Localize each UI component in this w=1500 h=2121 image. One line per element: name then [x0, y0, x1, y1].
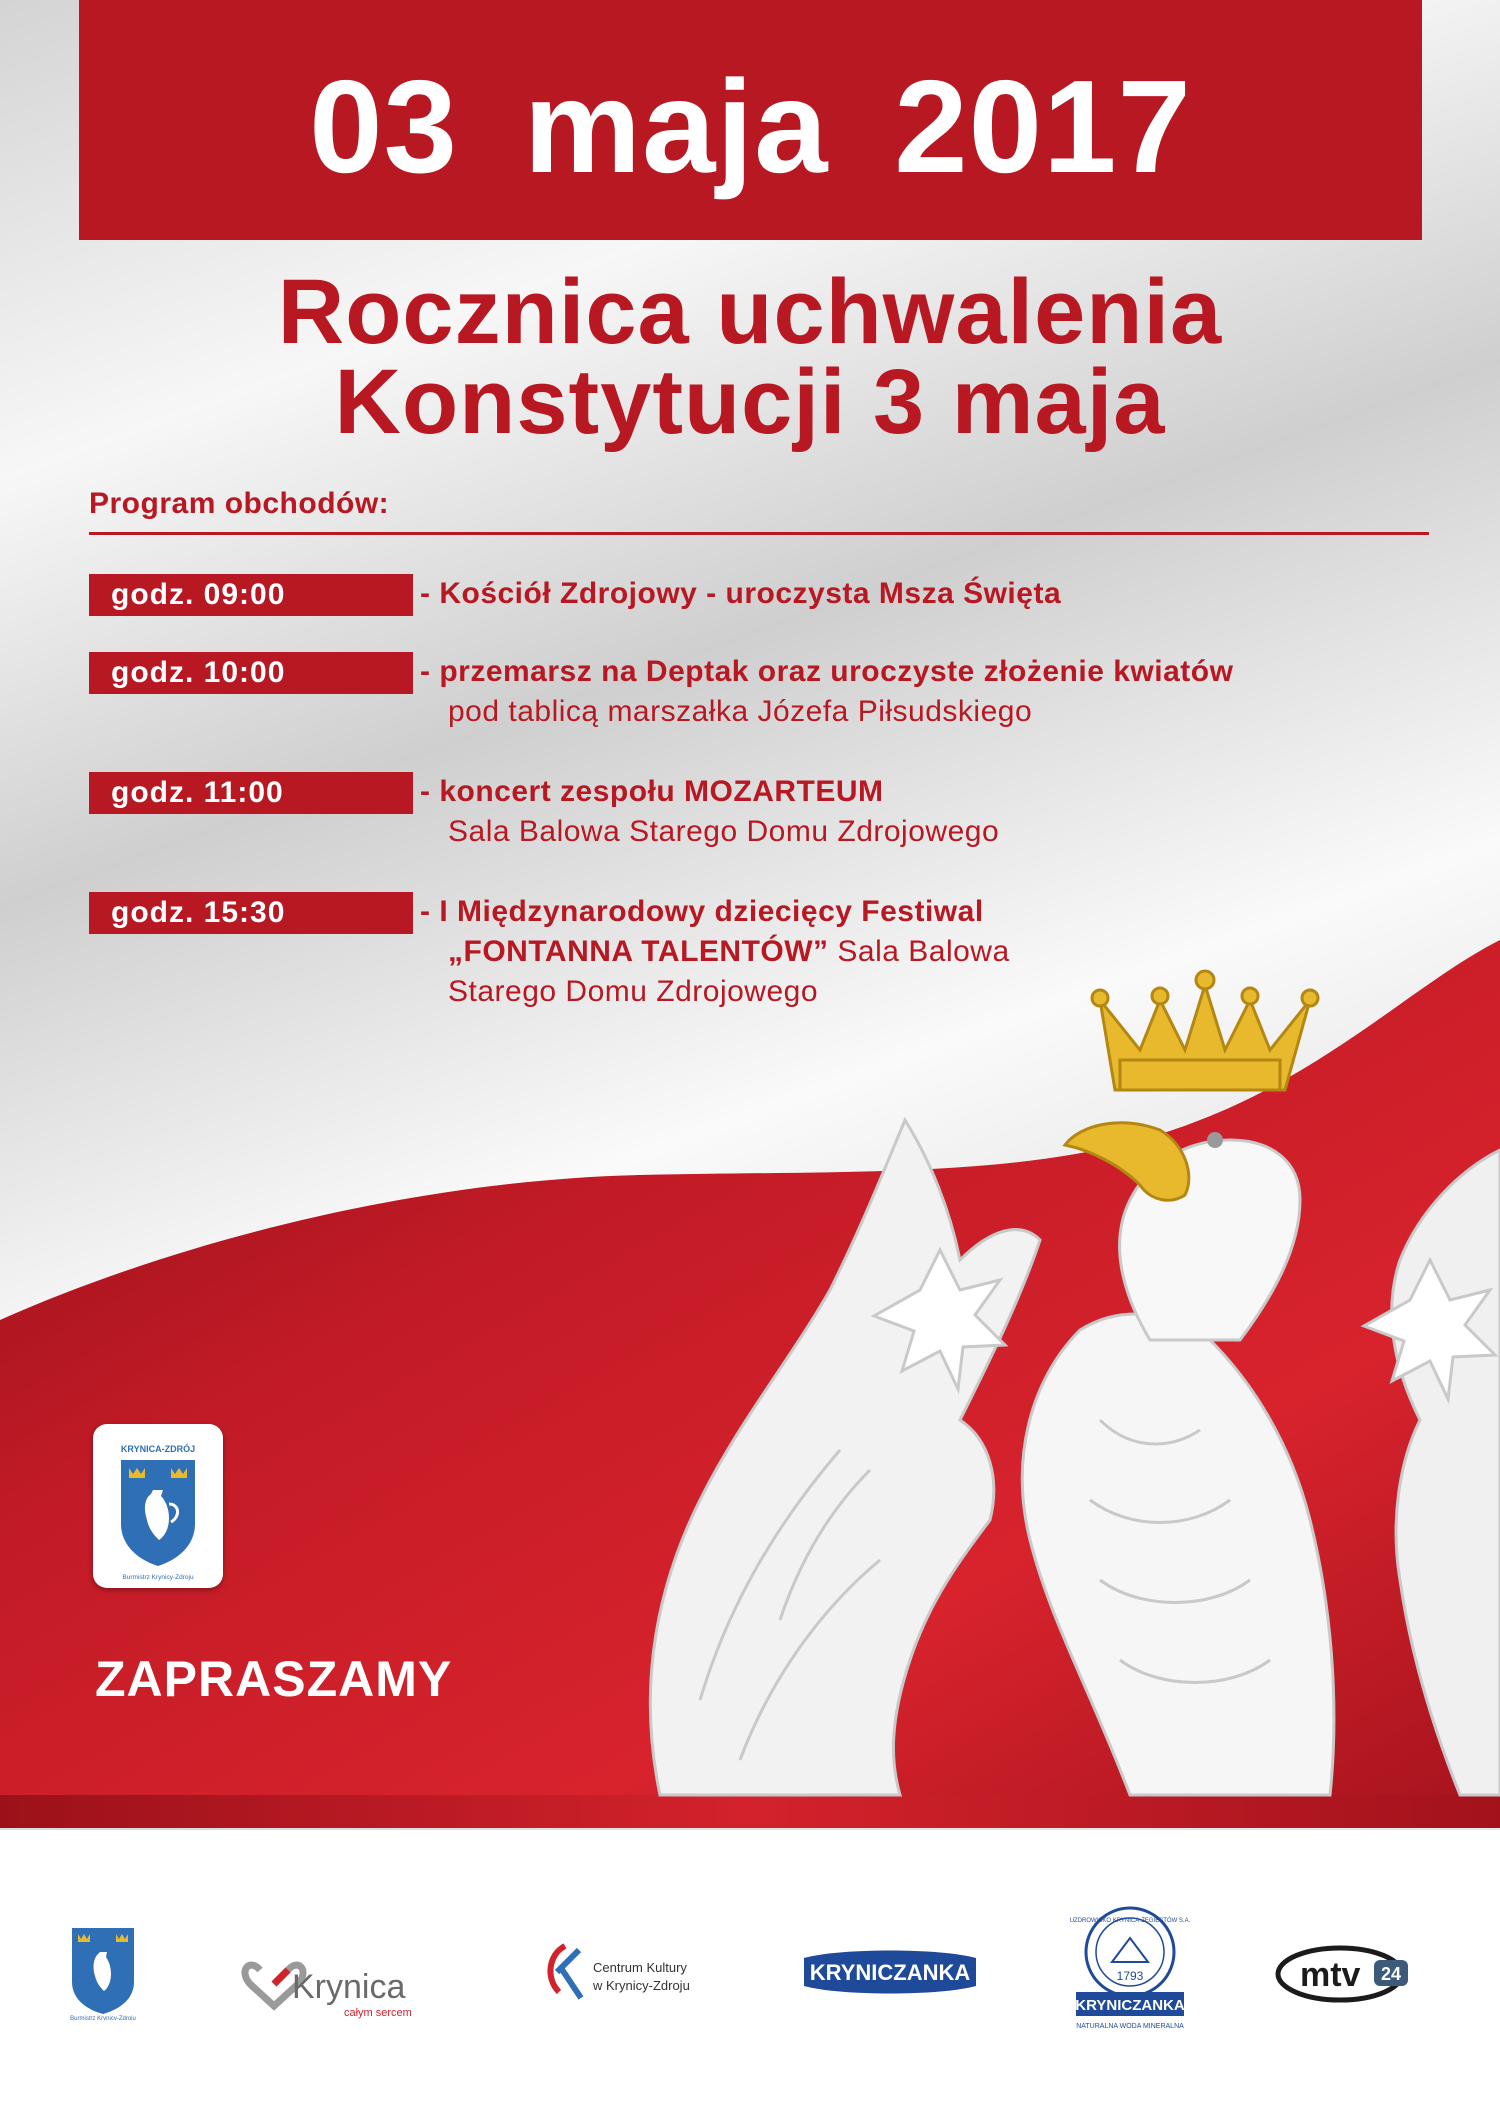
krynica-crest-logo — [93, 1424, 223, 1588]
ck-line-2: w Krynicy-Zdroju — [593, 1978, 690, 1993]
festival-venue: Sala Balowa — [828, 935, 1010, 968]
ck-line-1: Centrum Kultury — [593, 1960, 687, 1975]
poster-title-line-2: Konstytucji 3 maja — [334, 351, 1166, 453]
centrum-kultury-logo — [535, 1932, 735, 2022]
burmistrz-text: Burmistrz Krynicy-Zdroju — [70, 2016, 136, 2020]
time-badge: godz. 15:30 — [89, 892, 413, 934]
mtv24-wordmark — [1270, 1938, 1430, 2008]
event-item — [420, 772, 999, 852]
event-detail: Starego Domu Zdrojowego — [448, 975, 819, 1008]
seal-year: 1793 — [1116, 1969, 1144, 1983]
crest-bottom-text: Burmistrz Krynicy-Zdroju — [122, 1574, 194, 1581]
kryniczanka-seal-logo — [1060, 1902, 1200, 2042]
event-detail — [420, 932, 1010, 972]
eagle-crown — [1092, 971, 1318, 1090]
krynica-logo — [240, 1940, 440, 2020]
event-detail: Sala Balowa Starego Domu Zdrojowego — [448, 815, 1000, 848]
event-date: 03 maja 2017 — [309, 52, 1192, 200]
event-title: - koncert zespołu MOZARTEUM — [420, 775, 884, 808]
sponsor-footer — [0, 1830, 1500, 2121]
crest-card — [93, 1424, 223, 1588]
event-title: - I Międzynarodowy dziecięcy Festiwal — [420, 895, 984, 928]
event-title: - Kościół Zdrojowy - uroczysta Msza Święta — [420, 577, 1062, 610]
red-stripe — [0, 1795, 1500, 1828]
ck-icon — [535, 1932, 735, 2022]
festival-name: „FONTANNA TALENTÓW” — [448, 935, 829, 968]
svg-text:mtv: mtv — [1300, 1956, 1361, 1994]
event-item — [420, 574, 1061, 614]
date-banner — [79, 0, 1422, 240]
program-label: Program obchodów: — [89, 487, 390, 520]
event-item — [420, 652, 1233, 732]
krynica-tagline: całym sercem — [344, 2007, 412, 2019]
krynica-word: Krynica — [292, 1968, 406, 2006]
seal-sub-text: NATURALNA WODA MINERALNA — [1076, 2023, 1184, 2030]
heart-icon — [240, 1940, 440, 2020]
kryniczanka-wordmark — [800, 1940, 980, 2000]
svg-text:24: 24 — [1380, 1964, 1402, 1984]
event-title: - przemarsz na Deptak oraz uroczyste złożenie kwiatów — [420, 655, 1234, 688]
poster-title-line-1: Rocznica uchwalenia — [277, 261, 1223, 363]
svg-text:KRYNICZANKA: KRYNICZANKA — [809, 1960, 971, 1985]
event-item — [420, 892, 1010, 1012]
time-badge: godz. 09:00 — [89, 574, 413, 616]
seal-wordmark: KRYNICZANKA — [1075, 1997, 1185, 2014]
time-badge: godz. 11:00 — [89, 772, 413, 814]
kryniczanka-logo — [800, 1940, 980, 2000]
mtv24-logo — [1270, 1938, 1430, 2008]
crest-top-text: KRYNICA-ZDRÓJ — [120, 1444, 196, 1454]
time-badge: godz. 10:00 — [89, 652, 413, 694]
event-detail: pod tablicą marszałka Józefa Piłsudskiego — [448, 695, 1033, 728]
eagle-eye — [1207, 1132, 1223, 1148]
kryniczanka-seal — [1060, 1902, 1200, 2042]
burmistrz-crest-logo — [66, 1924, 140, 2020]
invite-text: ZAPRASZAMY — [95, 1651, 453, 1707]
program-divider — [89, 532, 1429, 535]
seal-ring-text: UZDROWISKO KRYNICA-ŻEGIESTÓW S.A. — [1069, 1918, 1191, 1924]
